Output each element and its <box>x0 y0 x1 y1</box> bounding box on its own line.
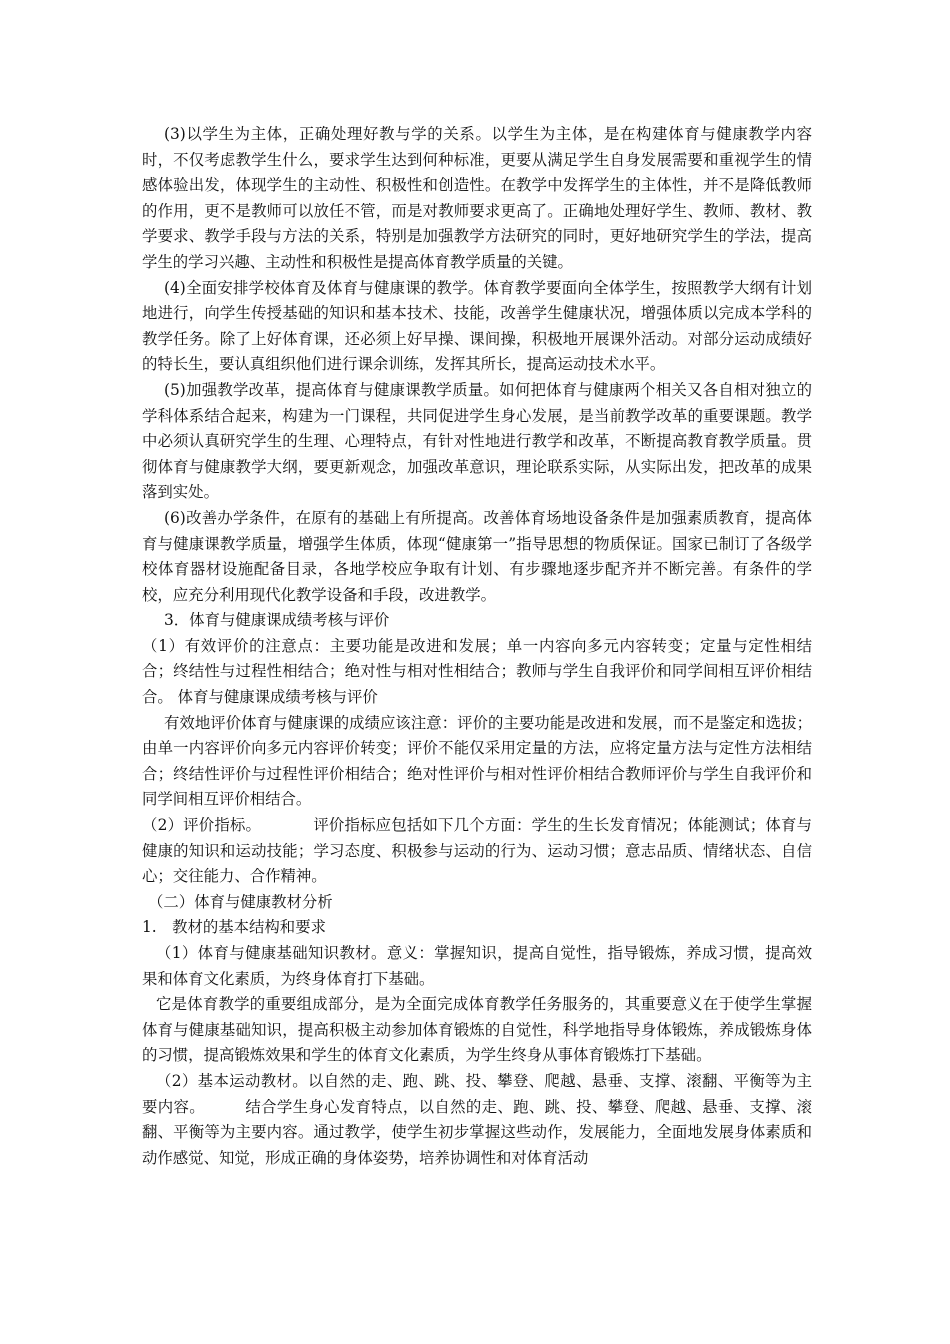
section-heading-3: 3．体育与健康课成绩考核与评价 <box>164 611 390 630</box>
paragraph-item-3: (3)以学生为主体，正确处理好教与学的关系。以学生为主体，是在构建体育与健康教学内容时，不仅考虑教学生什么，要求学生达到何种标准，更要从满足学生自身发展需要和重视学生的情感体验出发，体现学生的主动性、积极性和创造性。在教学中发挥学生的主体性，并不是降低教师的作用，更不是教师可以放任不管，而是对教师要求更高了。正确地处理好学生、教师、教材、教学要求、教学手段与方法的关系，特别是加强教学方法研究的同时，更好地研究学生的学法，提高学生的学习兴趣、主动性和积极性是提高体育教学质量的关键。 <box>142 125 812 271</box>
evaluation-indicators-text: 评价指标应包括如下几个方面：学生的生长发育情况；体能测试；体育与健康的知识和运动技能；学习态度、积极参与运动的行为、运动习惯；意志品质、情绪状态、自信心；交往能力、合作精神。 <box>142 816 812 886</box>
materials-point-2-text: 结合学生身心发育特点，以自然的走、跑、跳、投、攀登、爬越、悬垂、支撑、滚翻、平衡等为主要内容。通过教学，使学生初步掌握这些动作，发展能力，全面地发展身体素质和动作感觉、知觉，形成正确的身体姿势，培养协调性和对体育活动 <box>142 1097 812 1167</box>
evaluation-indicators <box>142 813 812 890</box>
paragraph-item-6: (6)改善办学条件，在原有的基础上有所提高。改善体育场地设备条件是加强素质教育，提高体育与健康课教学质量，增强学生体质，体现“健康第一”指导思想的物质保证。国家已制订了各级学校体育器材设施配备目录，各地学校应争取有计划、有步骤地逐步配齐并不断完善。有条件的学校，应充分利用现代化教学设备和手段，改进教学。 <box>142 508 812 604</box>
document-page <box>142 122 812 1171</box>
paragraph-item-4: (4)全面安排学校体育及体育与健康课的教学。体育教学要面向全体学生，按照教学大纲有计划地进行，向学生传授基础的知识和基本技术、技能，改善学生健康状况，增强体质以完成本学科的教学任务。除了上好体育课，还必须上好早操、课间操，积极地开展课外活动。对部分运动成绩好的特长生，要认真组织他们进行课余训练，发挥其所长，提高运动技术水平。 <box>142 278 812 374</box>
materials-point-2 <box>142 1069 812 1171</box>
evaluation-paragraph: 有效地评价体育与健康课的成绩应该注意：评价的主要功能是改进和发展，而不是鉴定和选拔；由单一内容评价向多元内容评价转变；评价不能仅采用定量的方法，应将定量方法与定性方法相结合；终结性评价与过程性评价相结合；绝对性评价与相对性评价相结合教师评价与学生自我评价和同学间相互评价相结合。 <box>142 713 812 809</box>
evaluation-point-1: （1）有效评价的注意点：主要功能是改进和发展；单一内容向多元内容转变；定量与定性相结合；终结性与过程性相结合；绝对性与相对性相结合；教师与学生自我评价和同学间相互评价相结合。 体育与健康课成绩考核与评价 <box>142 636 812 707</box>
materials-point-2-label: （2）基本运动教材。以自然的走、跑、跳、投、攀登、爬越、悬垂、支撑、滚翻、平衡等为主要内容。 <box>142 1071 812 1116</box>
materials-paragraph: 它是体育教学的重要组成部分，是为全面完成体育教学任务服务的，其重要意义在于使学生掌握体育与健康基础知识，提高积极主动参加体育锻炼的自觉性，科学地指导身体锻炼，养成锻炼身体的习惯，提高锻炼效果和学生的体育文化素质，为学生终身从事体育锻炼打下基础。 <box>142 995 812 1065</box>
paragraph-item-5: (5)加强教学改革，提高体育与健康课教学质量。如何把体育与健康两个相关又各自相对独立的学科体系结合起来，构建为一门课程，共同促进学生身心发展，是当前教学改革的重要课题。教学中必须认真研究学生的生理、心理特点，有针对性地进行教学和改革，不断提高教育教学质量。贯彻体育与健康教学大纲，要更新观念，加强改革意识，理论联系实际，从实际出发，把改革的成果落到实处。 <box>142 380 812 502</box>
section-heading-materials: （二）体育与健康教材分析 <box>148 892 333 911</box>
subsection-heading-1: 1. 教材的基本结构和要求 <box>142 918 326 937</box>
evaluation-indicators-label: （2）评价指标。 <box>142 816 262 835</box>
materials-point-1: （1）体育与健康基础知识教材。意义：掌握知识，提高自觉性，指导锻炼，养成习惯，提高效果和体育文化素质，为终身体育打下基础。 <box>142 944 812 988</box>
